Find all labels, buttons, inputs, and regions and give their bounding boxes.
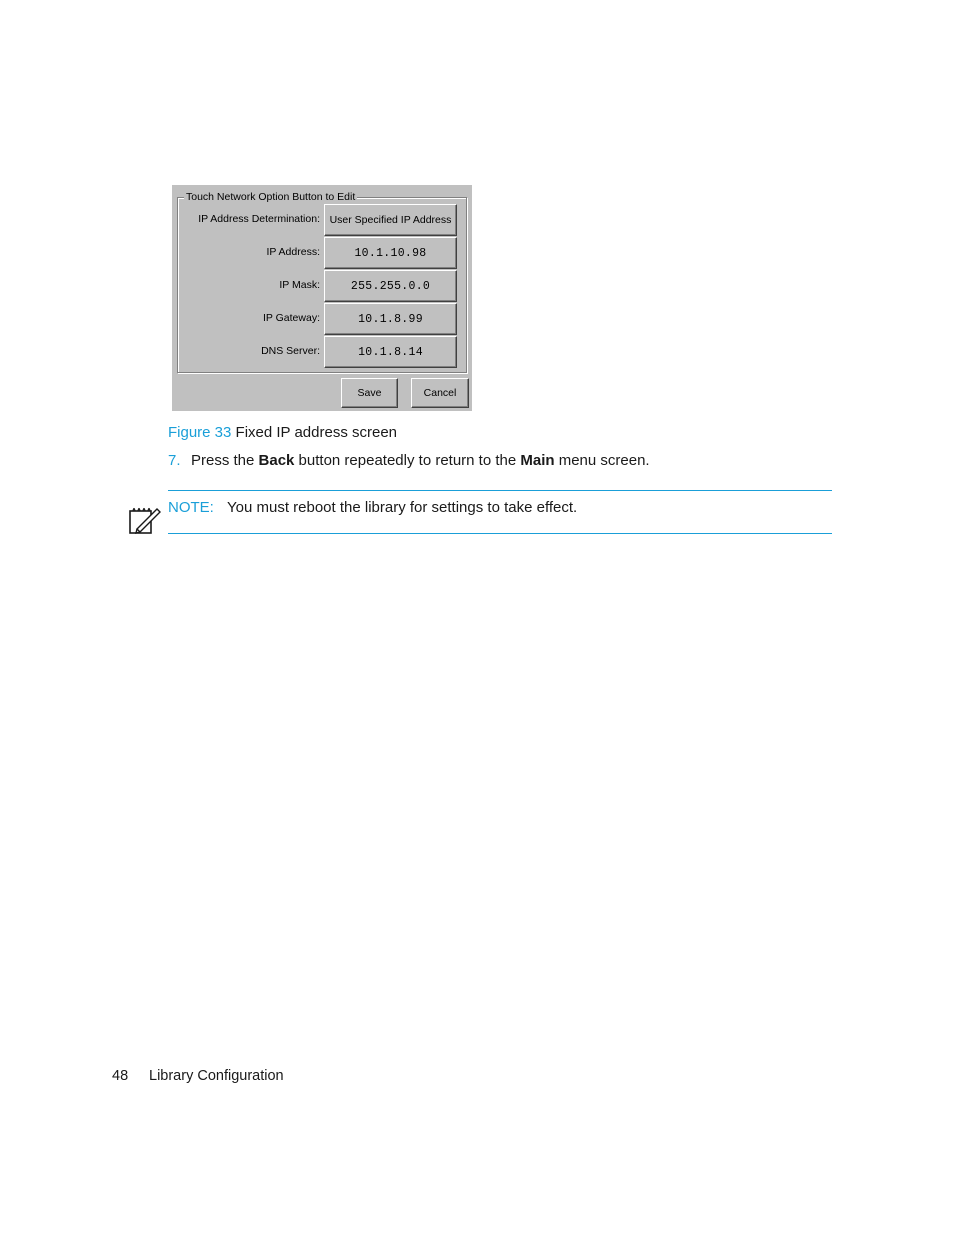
ip-gateway-label: IP Gateway: <box>262 312 320 324</box>
ip-address-label: IP Address: <box>266 246 320 258</box>
figure-number: Figure 33 <box>168 424 232 441</box>
note-pad-pencil-icon <box>128 502 162 536</box>
note-text: You must reboot the library for settings to take effect. <box>227 499 578 516</box>
step-bold-main: Main <box>520 452 555 469</box>
note-top-rule <box>168 490 832 491</box>
ip-determination-button[interactable]: User Specified IP Address <box>324 204 457 236</box>
ip-determination-label: IP Address Determination: <box>198 213 320 225</box>
save-button[interactable]: Save <box>341 378 398 408</box>
ip-mask-label: IP Mask: <box>279 279 320 291</box>
ip-mask-button[interactable]: 255.255.0.0 <box>324 270 457 302</box>
step-bold-back: Back <box>258 452 295 469</box>
network-settings-screenshot <box>172 185 472 411</box>
group-title: Touch Network Option Button to Edit <box>186 191 356 203</box>
ip-gateway-button[interactable]: 10.1.8.99 <box>324 303 457 335</box>
figure-caption-text: Fixed IP address screen <box>235 424 398 441</box>
ip-address-button[interactable]: 10.1.10.98 <box>324 237 457 269</box>
dns-server-button[interactable]: 10.1.8.14 <box>324 336 457 368</box>
step-text-before: Press the <box>191 452 259 469</box>
cancel-button[interactable]: Cancel <box>411 378 469 408</box>
step-text-middle: button repeatedly to return to the <box>294 452 521 469</box>
page-number: 48 <box>112 1068 129 1084</box>
step-7 <box>168 451 650 471</box>
figure-caption <box>168 423 397 443</box>
note-bottom-rule <box>168 533 832 534</box>
note-label: NOTE: <box>168 499 214 516</box>
step-text-after: menu screen. <box>554 452 650 469</box>
step-number: 7. <box>168 452 181 469</box>
dns-server-label: DNS Server: <box>261 345 320 357</box>
footer-section-title: Library Configuration <box>149 1068 284 1084</box>
